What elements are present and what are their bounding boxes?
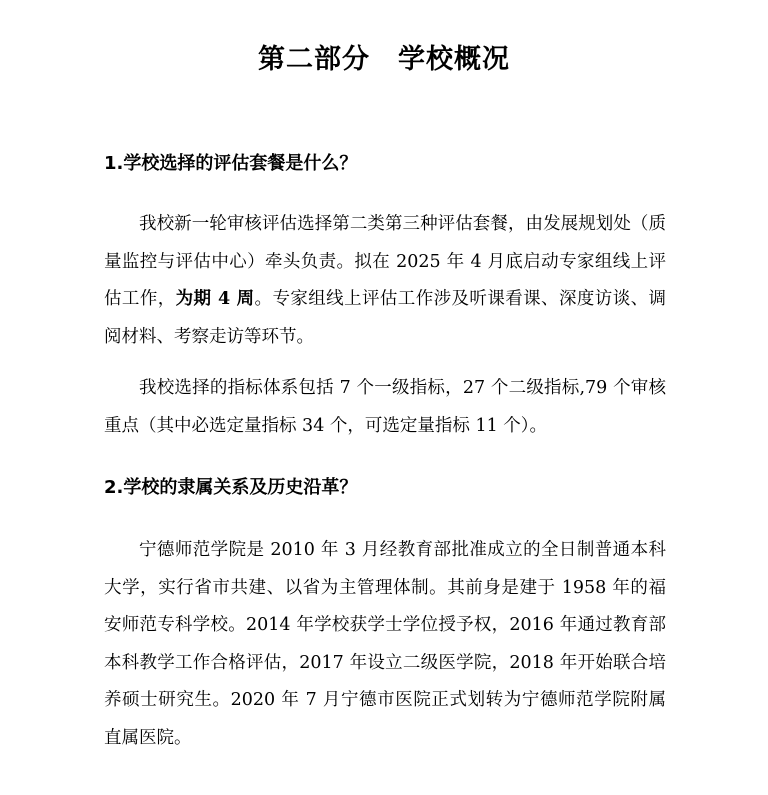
section-1-paragraph-1 bbox=[104, 206, 666, 356]
section-1-paragraph-2: 我校选择的指标体系包括 7 个一级指标，27 个二级指标,79 个审核重点（其中必选定量指标 34 个，可选定量指标 11 个）。 bbox=[104, 378, 666, 436]
section-2-heading: 2.学校的隶属关系及历史沿革？ bbox=[104, 477, 358, 498]
section-1-paragraph-1-text-b: 。专家组线上评估工作涉及听课看课、深度访谈、调阅材料、考察走访等环节。 bbox=[104, 289, 667, 347]
section-1-paragraph-1-bold-text: 为期 4 周 bbox=[175, 289, 255, 309]
page-title: 第二部分 学校概况 bbox=[258, 44, 510, 75]
section-1-paragraph-1-text-a: 我校新一轮审核评估选择第二类第三种评估套餐，由发展规划处（质量监控与评估中心）牵头负责。拟在 2025 年 4 月底启动专家组线上评估工作， bbox=[104, 214, 666, 309]
section-2-paragraph-1: 宁德师范学院是 2010 年 3 月经教育部批准成立的全日制普通本科大学，实行省市共建、以省为主管理体制。其前身是建于 1958 年的福安师范专科学校。2014 年学校获学士学位授予权，2016 年通过教育部本科教学工作合格评估，2017 年设立二级医学院，2018 年开始联合培养硕士研究生。2020 年 7 月宁德市医院正式划转为宁德师范学院附属直属医院。 bbox=[104, 540, 666, 748]
section-1-heading: 1.学校选择的评估套餐是什么？ bbox=[104, 153, 358, 174]
